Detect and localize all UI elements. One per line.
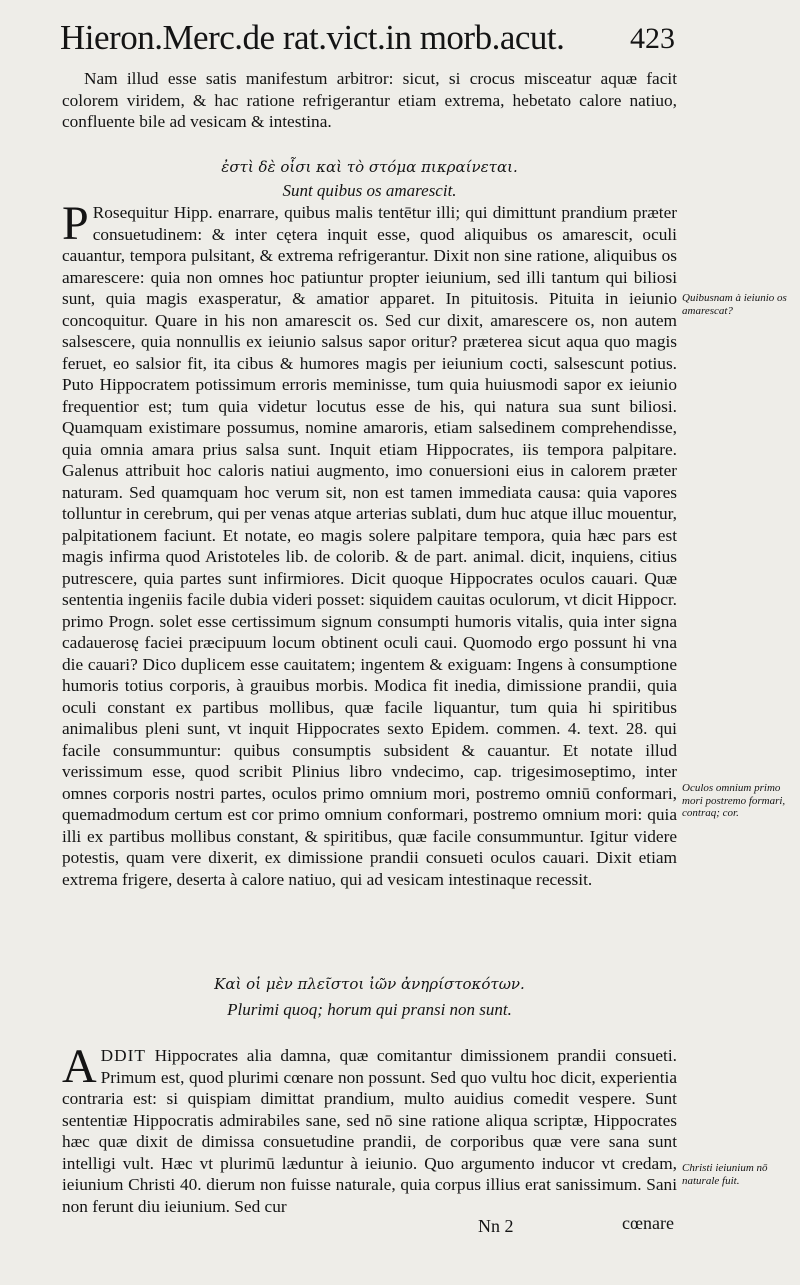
running-title: Hieron.Merc.de rat.vict.in morb.acut. — [60, 18, 565, 57]
margin-note-3: Christi ieiunium nō naturale fuit. — [682, 1162, 768, 1187]
catchword: cœnare — [622, 1213, 674, 1233]
signature-mark: Nn 2 — [478, 1216, 514, 1236]
page-header — [60, 18, 675, 68]
latin-lemma-1: Sunt quibus os amarescit. — [282, 181, 457, 200]
margin-note-2: Oculos omnium primo mori postremo formari, contraq; cor. — [682, 782, 786, 819]
margin-note-1: Quibusnam à ieiunio os amarescat? — [682, 292, 787, 317]
page-number: 423 — [630, 22, 675, 55]
initial-letter-p: P — [62, 197, 89, 250]
commentary-paragraph-1 — [62, 197, 677, 890]
greek-lemma-1: ἐστὶ δὲ οἷσι καὶ τὸ στόμα πικραίνεται. — [221, 158, 518, 176]
lead-word: DDIT — [100, 1046, 146, 1065]
greek-lemma-2: Καὶ οἱ μὲν πλεῖστοι ἰῶν ἀνηρίστοκότων. — [214, 975, 525, 993]
commentary-text-2: Hippocrates alia damna, quæ comitantur dimissionem prandii consueti. Primum est, quod plurimi cœnare non possunt. Sed quo vultu hoc dicit, experientia contraria est: si quispiam dimittat prandium, multo auidius comedit vespere. Sunt sententiæ Hippocratis admirabiles sane, sed nō sine ratione aliqua scriptæ, Hippocrates hæc quæ dixit de dimissa consuetudine prandii, de corporibus quæ vere sana sunt intelligi vult. Hæc vt plurimū læduntur à ieiunio. Quo argumento inducor vt credam, ieiunium Christi 40. dierum non fuisse naturale, quia corpus illius erat sanissimum. Sani non ferunt diu ieiunium. Sed cur — [62, 1046, 677, 1216]
commentary-paragraph-2 — [62, 1040, 677, 1217]
initial-letter-a: A — [62, 1040, 97, 1093]
latin-lemma-2: Plurimi quoq; horum qui pransi non sunt. — [227, 1000, 512, 1019]
intro-paragraph: Nam illud esse satis manifestum arbitror: sicut, si crocus misceatur aquæ facit colorem viridem, & hac ratione refrigerantur etiam extrema, hebetato calore natiuo, confluente bile ad vesicam & intestina. — [62, 69, 677, 131]
commentary-text-1: Rosequitur Hipp. enarrare, quibus malis tentētur illi; qui dimittunt prandium præter consuetudinem: & inter cętera inquit esse, quod aliquibus os amarescit, oculi cauantur, tempora pulsitant, & extrema refrigerantur. Dixit non sine ratione, aliquibus os amarescere: quia non omnes hoc patiuntur propter ieiunium, sed illi tantum qui biliosi sunt, quia magis exasperatur, & amatior apparet. In pituitosis. Pituita in ieiunio concoquitur. Quare in his non amarescit os. Sed cur dixit, amarescere os, non autem salsescere, quia nonnullis ex ieiunio salsus sapor oritur? præterea sicut aqua quo magis feruet, eo salsior fit, ita cibus & humores magis per ieiunium cocti, salsescunt potius. Puto Hippocratem potissimum erroris meminisse, tum quia huiusmodi sapor ex ieiunio frequentior est; tum quia videtur locutus esse de his, qui natura sua sunt biliosi. Quamquam existimare possumus, nomine amaroris, etiam salsedinem comprehendisse, quia omnia amara prius salsa sunt. Inquit etiam Hippocrates, iis tempora palpitare. Galenus attribuit hoc caloris natiui augmento, imo conuersioni eius in calorem præter naturam. Sed quamquam hoc verum sit, non est tamen immediata causa: quia vapores tolluntur in cerebrum, qui per venas atque arterias sublati, dum huc atque illuc mouentur, palpitationem faciunt. Et notate, eo magis solere palpitare tempora, quia hæc pars est magis infirma quod Aristoteles lib. de colorib. & de part. animal. dicit, inquiens, citius putrescere, quia partes sunt infirmiores. Dicit quoque Hippocrates oculos cauari. Quæ sententia ingeniis facile dubia videri posset: siquidem cauitas oculorum, vt dicit Hippocr. primo Progn. solet esse certissimum signum consumpti humoris vitalis, quia inter signa cadauerosę faciei præcipuum locum obtinent oculi caui. Quomodo ergo possunt hi vna die cauari? Dico duplicem esse cauitatem; ingentem & exiguam: Ingens à consumptione humoris totius corporis, à grauibus morbis. Modica fit inedia, dimissione prandii, quia oculi constant ex partibus mollibus, quæ facile liquantur, tum quia hi spiritibus animalibus pleni sunt, vt inquit Hippocrates sexto Epidem. commen. 4. text. 28. qui facile consummuntur: quibus consumptis subsident & cauantur. Et notate illud verissimum esse, quod scribit Plinius libro vndecimo, cap. trigesimoseptimo, inter omnes corporis nostri partes, oculos primo omnium mori, postremo omniū conformari, quemadmodum certum est cor primo omnium conformari, postremo omnium mori: quia illi ex partibus mollibus constant, & spiritibus, quæ facile consummuntur. Igitur videre potestis, quam vere dixerit, ex dimissione prandii consueti oculos cauari. Dixit etiam extrema frigere, deserta à calore natiuo, qui ad vesicam intestinaque recessit. — [62, 203, 677, 889]
